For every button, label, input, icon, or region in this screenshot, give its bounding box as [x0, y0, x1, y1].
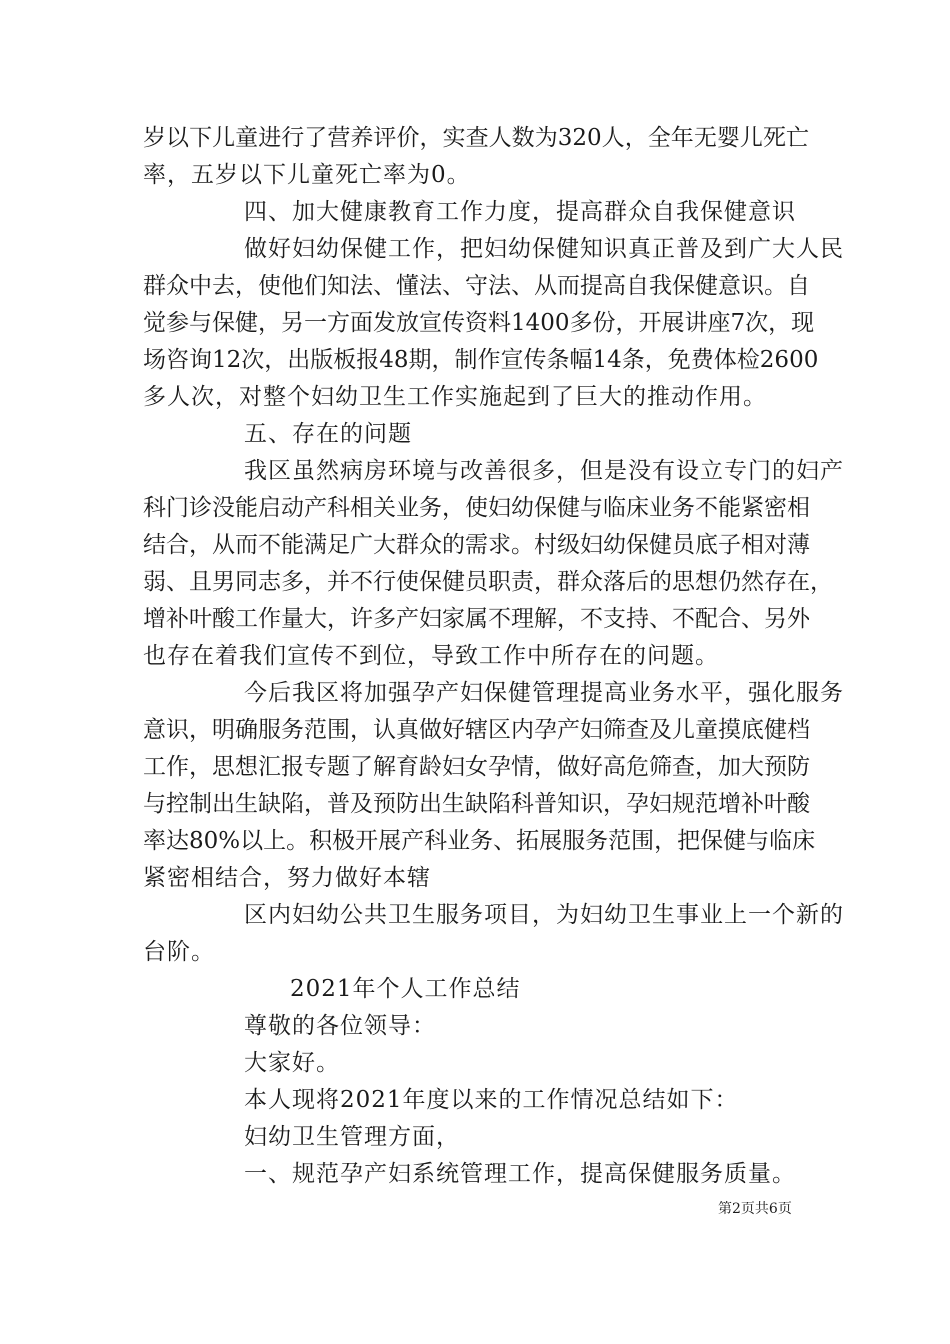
greeting: 大家好。 [244, 1050, 340, 1076]
body-line: 区内妇幼公共卫生服务项目，为妇幼卫生事业上一个新的 [244, 902, 844, 928]
body-line: 意识，明确服务范围，认真做好辖区内孕产妇筛查及儿童摸底健档 [143, 717, 810, 743]
body-line: 增补叶酸工作量大，许多产妇家属不理解，不支持、不配合、另外 [143, 606, 810, 632]
body-line: 多人次，对整个妇幼卫生工作实施起到了巨大的推动作用。 [143, 384, 767, 410]
body-line: 觉参与保健，另一方面发放宣传资料1400多份，开展讲座7次，现 [143, 310, 815, 336]
body-line: 率达80%以上。积极开展产科业务、拓展服务范围，把保健与临床 [143, 828, 816, 854]
section-heading: 妇幼卫生管理方面， [244, 1124, 460, 1150]
body-line: 紧密相结合，努力做好本辖 [143, 865, 431, 891]
body-line: 台阶。 [143, 939, 215, 965]
body-line: 我区虽然病房环境与改善很多，但是没有设立专门的妇产 [244, 458, 844, 484]
salutation: 尊敬的各位领导： [244, 1013, 436, 1039]
section-heading: 四、加大健康教育工作力度，提高群众自我保健意识 [244, 199, 796, 225]
body-line: 弱、且男同志多，并不行使保健员职责，群众落后的思想仍然存在， [143, 569, 833, 595]
section-heading: 一、规范孕产妇系统管理工作，提高保健服务质量。 [244, 1161, 796, 1187]
section-heading: 五、存在的问题 [244, 421, 412, 447]
body-line: 做好妇幼保健工作，把妇幼保健知识真正普及到广大人民 [244, 236, 844, 262]
body-line: 今后我区将加强孕产妇保健管理提高业务水平，强化服务 [244, 680, 844, 706]
body-line: 结合，从而不能满足广大群众的需求。村级妇幼保健员底子相对薄 [143, 532, 810, 558]
body-line: 工作，思想汇报专题了解育龄妇女孕情，做好高危筛查，加大预防 [143, 754, 810, 780]
body-line: 场咨询12次，出版板报48期，制作宣传条幅14条，免费体检2600 [143, 347, 819, 373]
document-title: 2021年个人工作总结 [290, 976, 521, 1002]
body-line: 科门诊没能启动产科相关业务，使妇幼保健与临床业务不能紧密相 [143, 495, 810, 521]
page-number-footer: 第2页共6页 [718, 1201, 792, 1217]
body-line: 与控制出生缺陷，普及预防出生缺陷科普知识，孕妇规范增补叶酸 [143, 791, 810, 817]
body-line: 群众中去，使他们知法、懂法、守法、从而提高自我保健意识。自 [143, 273, 810, 299]
body-line: 岁以下儿童进行了营养评价，实查人数为320人，全年无婴儿死亡 [143, 125, 809, 151]
body-line: 率，五岁以下儿童死亡率为0。 [143, 162, 471, 188]
body-line: 也存在着我们宣传不到位，导致工作中所存在的问题。 [143, 643, 719, 669]
body-line: 本人现将2021年度以来的工作情况总结如下： [244, 1087, 739, 1113]
